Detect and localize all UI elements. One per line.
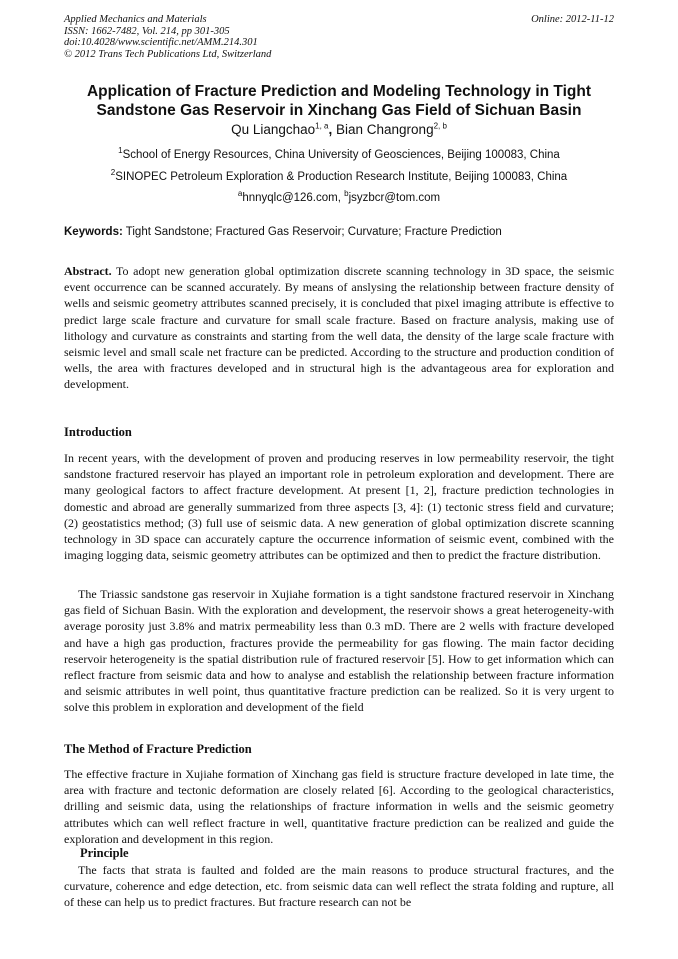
copyright-line: © 2012 Trans Tech Publications Ltd, Switzerland [64, 48, 272, 60]
journal-name: Applied Mechanics and Materials [64, 14, 207, 25]
title-line-2: Sandstone Gas Reservoir in Xinchang Gas Field of Sichuan Basin [96, 102, 582, 119]
email-b-mark: b [344, 189, 349, 199]
affiliation-1-mark: 1 [118, 146, 123, 156]
issn-line: ISSN: 1662-7482, Vol. 214, pp 301-305 [64, 25, 230, 37]
principle-subheading: Principle [80, 846, 129, 860]
introduction-heading: Introduction [64, 425, 132, 439]
emails [60, 189, 618, 204]
principle-paragraph: The facts that strata is faulted and folded are the main reasons to produce structural fractures, and the curvature, coherence and edge detection, etc. from seismic data can well reflect the strata folding and rupture, all of these can help us to predict fractures. But fracture research can not be [64, 863, 614, 910]
author-2: Bian Changrong [336, 122, 434, 137]
affiliation-2-text: SINOPEC Petroleum Exploration & Production Research Institute, Beijing 100083, China [115, 171, 568, 183]
abstract-text: To adopt new generation global optimization discrete scanning technology in 3D space, the seismic event occurrence can be scanned accurately. By means of anslysing the relationship between fracture density of wells and seismic geometry attributes scanned precisely, it is concluded that pixel imaging attribute is effective to predict large scale fracture and curvature for small scale fracture. Based on fracture analysis, making use of lithology and curvature as constraints and starting from the well data, the density of the large scale fracture with seismic level and small scale net fracture can be predicted. According to the structure and production condition of wells, the area with fractures developed and in structural high is the advantageous area for exploration and development. [64, 264, 614, 392]
affiliation-1-text: School of Energy Resources, China University of Geosciences, Beijing 100083, China [122, 149, 560, 161]
author-1: Qu Liangchao [231, 122, 316, 137]
email-a-mark: a [237, 189, 243, 199]
keywords [64, 226, 502, 238]
keywords-text: Tight Sandstone; Fractured Gas Reservoir; Curvature; Fracture Prediction [122, 226, 502, 238]
author-1-affil: 1, a [315, 121, 329, 131]
keywords-label: Keywords: [64, 226, 123, 238]
method-heading: The Method of Fracture Prediction [64, 742, 252, 756]
introduction-paragraph-1: In recent years, with the development of proven and producing reserves in low permeability reservoir, the tight sandstone fractured reservoir has played an important role in petroleum exploration and development. There are many geological factors to affect fracture development. At present [1, 2], fracture prediction technologies in domestic and abroad are generally summarized from three aspects [3, 4]: (1) tectonic stress field and curvature; (2) geostatistics method; (3) full use of seismic data. A new generation of global optimization discrete scanning technology in 3D space can accurately capture the occurrence information of seismic event, combined with the imaging logging data, seismic geometry attributes can be optimized and then to predict the fracture distribution. [64, 451, 614, 563]
email-a: hnnyqlc@126.com, [242, 192, 345, 204]
title-line-1: Application of Fracture Prediction and Modeling Technology in Tight [86, 83, 592, 100]
affiliation-1 [60, 146, 618, 161]
author-separator: , [328, 122, 336, 137]
authors-line [60, 122, 618, 137]
journal-header [64, 14, 271, 60]
author-2-affil: 2, b [433, 121, 447, 131]
abstract [64, 263, 614, 393]
method-paragraph-1: The effective fracture in Xujiahe formation of Xinchang gas field is structure fracture developed in late time, the area with fracture and tectonic deformation are closely related [6]. According to the geological characteristics, drilling and seismic data, using the relationships of fracture information in wells and the seismic geometry attributes which can well reflect fracture in well, quantitative fracture prediction can be realized and guide the exploration and development in this region. [64, 767, 614, 846]
email-b: jsyzbcr@tom.com [348, 192, 441, 204]
introduction-paragraph-2: The Triassic sandstone gas reservoir in Xujiahe formation is a tight sandstone fractured reservoir in Xinchang gas field of Sichuan Basin. With the exploration and development, the reservoir shows a great heterogeneity-with average porosity just 3.8% and matrix permeability less than 0.3 mD. There are 2 wells with fracture developed and have a high gas production, fractures provide the permeability for gas flowing. The main factor deciding reservoir heterogeneity is the spatial distribution rule of fractured reservoir [5]. How to get information which can reflect fracture from seismic data and how to analyse and establish the relationship between fracture information and seismic attributes in well point, thus quantitative fracture prediction can be realized. So it is very urgent to solve this problem in exploration and development of the field [64, 587, 614, 715]
affiliation-2-mark: 2 [110, 168, 116, 178]
affiliation-2 [60, 168, 618, 183]
online-date: Online: 2012-11-12 [531, 14, 614, 25]
paper-title [60, 82, 618, 120]
abstract-label: Abstract. [64, 264, 112, 278]
doi-line: doi:10.4028/www.scientific.net/AMM.214.301 [64, 37, 258, 48]
